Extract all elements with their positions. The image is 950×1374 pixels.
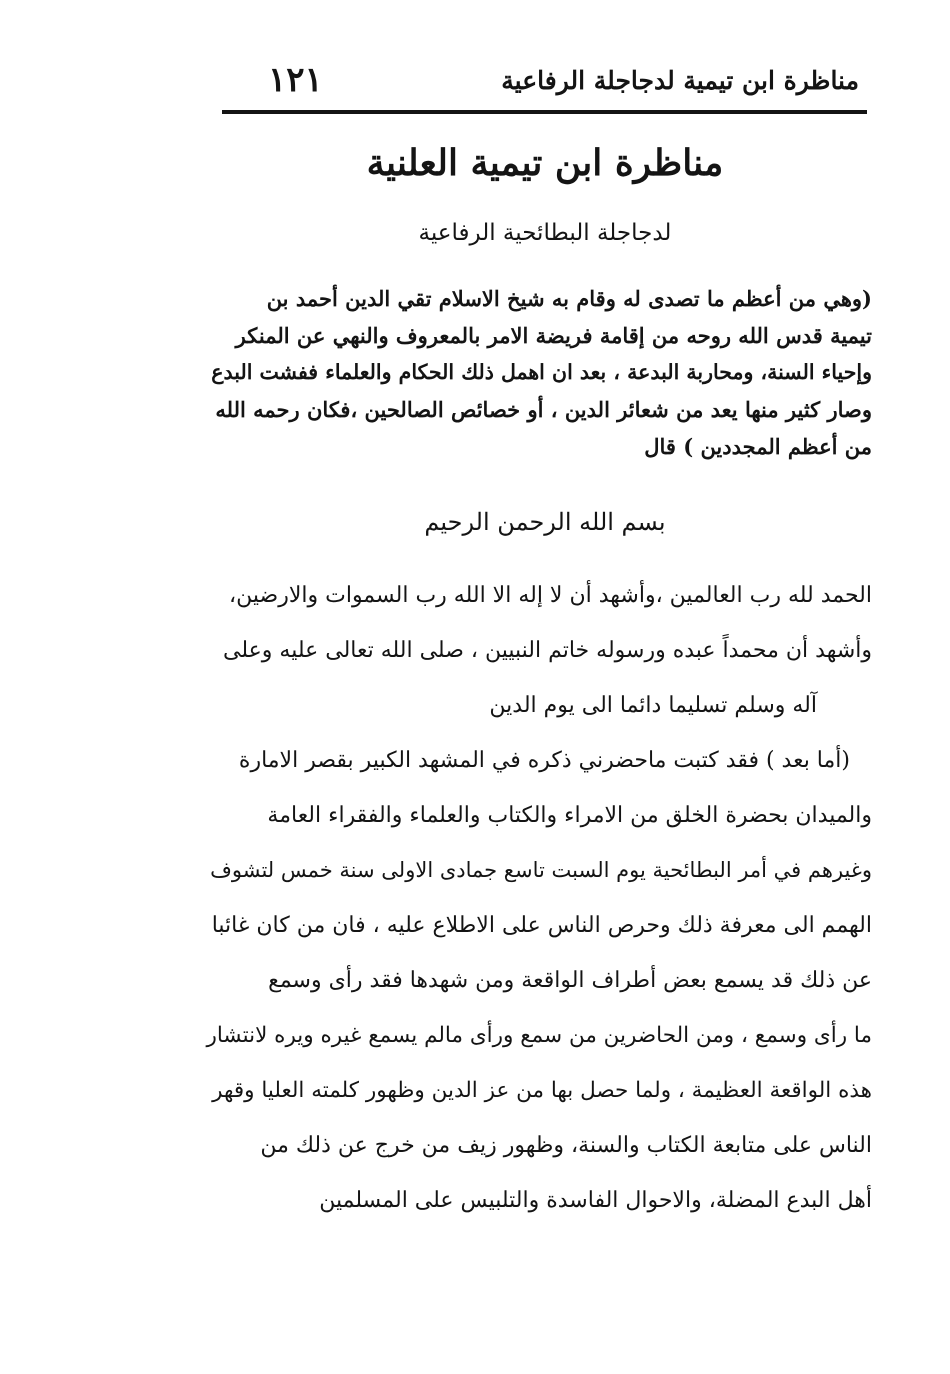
- body-line: والميدان بحضرة الخلق من الامراء والكتاب والعلماء والفقراء العامة: [267, 803, 872, 828]
- body-text: [200, 568, 872, 1228]
- body-line: (أما بعد ) فقد كتبت ماحضرني ذكره في المشهد الكبير بقصر الامارة: [238, 748, 850, 773]
- body-line: هذه الواقعة العظيمة ، ولما حصل بها من عز الدين وظهور كلمته العليا وقهر: [212, 1078, 872, 1103]
- body-line: الهمم الى معرفة ذلك وحرص الناس على الاطلاع عليه ، فان من كان غائبا: [211, 913, 872, 938]
- body-line: الناس على متابعة الكتاب والسنة، وظهور زيف من خرج عن ذلك من: [260, 1133, 872, 1158]
- body-line: أهل البدع المضلة، والاحوال الفاسدة والتلبيس على المسلمين: [319, 1188, 872, 1213]
- intro-line: (وهي من أعظم ما تصدى له وقام به شيخ الاسلام تقي الدين أحمد بن: [266, 286, 872, 311]
- intro-line: وصار كثير منها يعد من شعائر الدين ، أو خصائص الصالحين ،فكان رحمه الله: [215, 397, 872, 422]
- body-line: عن ذلك قد يسمع بعض أطراف الواقعة ومن شهدها فقد رأى وسمع: [268, 968, 872, 993]
- body-line: وغيرهم في أمر البطائحية يوم السبت تاسع جمادى الاولى سنة خمس لتشوف: [210, 858, 872, 882]
- body-line: وأشهد أن محمداً عبده ورسوله خاتم النبيين ، صلى الله تعالى عليه وعلى: [223, 638, 872, 663]
- chapter-title: مناظرة ابن تيمية العلنية: [366, 142, 724, 184]
- running-title: مناظرة ابن تيمية لدجاجلة الرفاعية: [501, 66, 859, 95]
- body-line: الحمد لله رب العالمين ،وأشهد أن لا إله الا الله رب السموات والارضين،: [229, 583, 872, 608]
- body-line: آله وسلم تسليما دائما الى يوم الدين: [489, 693, 817, 718]
- intro-line: من أعظم المجددين ) قال: [644, 434, 872, 459]
- intro-line: تيمية قدس الله روحه من إقامة فريضة الامر بالمعروف والنهي عن المنكر: [235, 323, 872, 348]
- basmala: بسم الله الرحمن الرحيم: [424, 508, 666, 536]
- running-header: [222, 62, 867, 106]
- header-rule: [222, 110, 867, 114]
- intro-paragraph: [212, 280, 872, 465]
- intro-line: وإحياء السنة، ومحاربة البدعة ، بعد ان اهمل ذلك الحكام والعلماء ففشت البدع: [211, 360, 872, 384]
- chapter-subtitle: لدجاجلة البطائحية الرفاعية: [418, 220, 672, 246]
- page-number: ١٢١: [268, 60, 323, 100]
- body-line: ما رأى وسمع ، ومن الحاضرين من سمع ورأى مالم يسمع غيره ويره لانتشار: [206, 1023, 872, 1048]
